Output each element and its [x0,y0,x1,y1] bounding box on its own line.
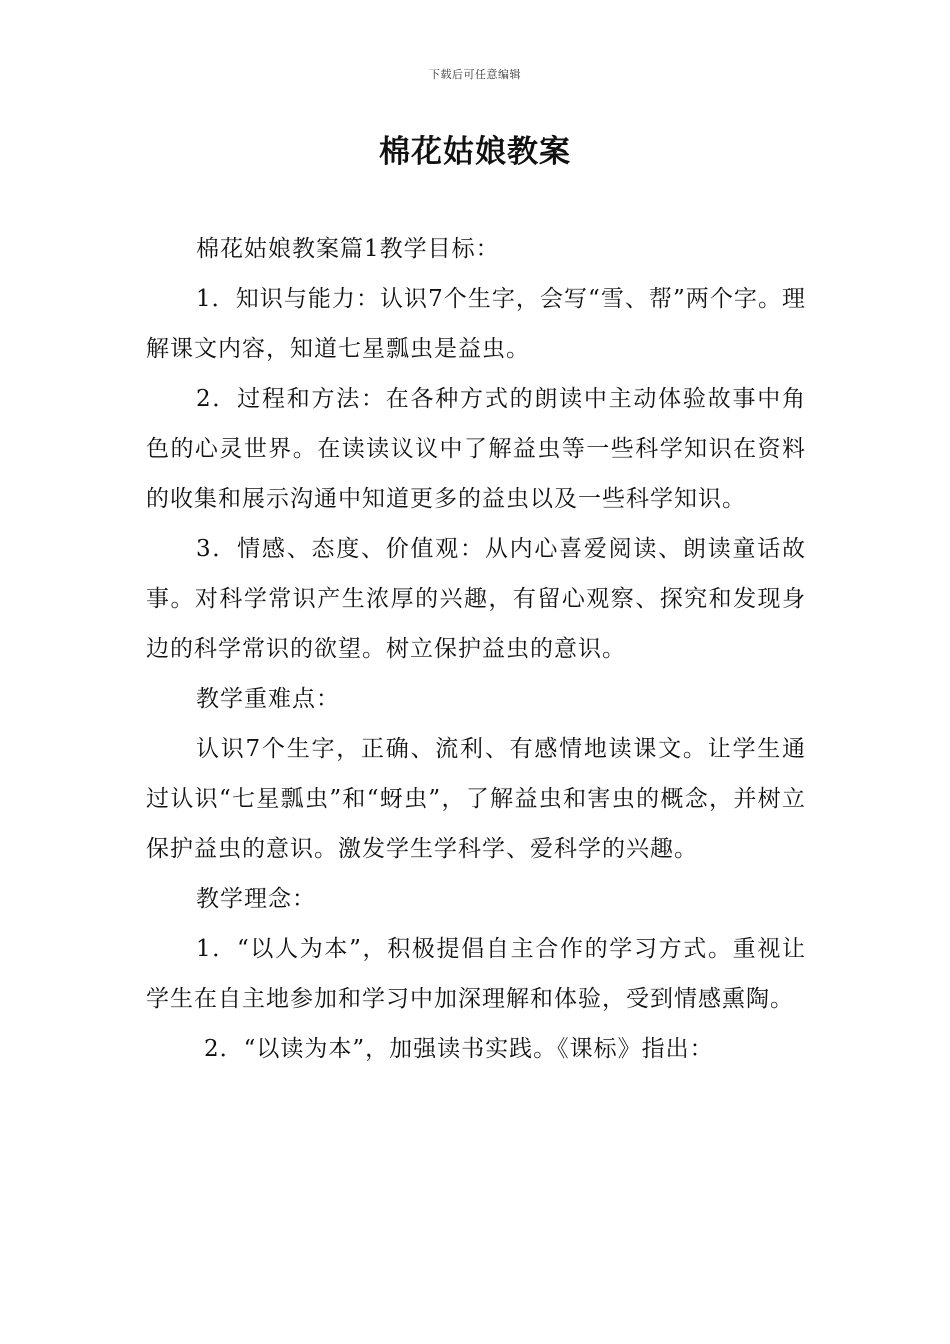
document-body [146,224,806,1074]
paragraph-objective-2: 2．过程和方法：在各种方式的朗读中主动体验故事中角色的心灵世界。在读读议议中了解益虫等一些科学知识在资料的收集和展示沟通中知道更多的益虫以及一些科学知识。 [146,386,806,512]
document-title: 棉花姑娘教案 [379,134,571,170]
paragraph-philosophy-1: 1．“以人为本”，积极提倡自主合作的学习方式。重视让学生在自主地参加和学习中加深理解和体验，受到情感熏陶。 [146,936,806,1012]
header-note: 下载后可任意编辑 [429,68,521,81]
paragraph-objective-1: 1．知识与能力：认识7个生字，会写“雪、帮”两个字。理解课文内容，知道七星瓢虫是益虫。 [146,286,806,362]
paragraph-key-points-heading: 教学重难点： [196,686,340,712]
paragraph-objective-3: 3．情感、态度、价值观：从内心喜爱阅读、朗读童话故事。对科学常识产生浓厚的兴趣，有留心观察、探究和发现身边的科学常识的欲望。树立保护益虫的意识。 [146,536,806,662]
paragraph-objectives-heading: 棉花姑娘教案篇1教学目标： [196,236,500,262]
paragraph-philosophy-heading: 教学理念： [196,886,316,912]
paragraph-key-points: 认识7个生字，正确、流利、有感情地读课文。让学生通过认识“七星瓢虫”和“蚜虫”，了解益虫和害虫的概念，并树立保护益虫的意识。激发学生学科学、爱科学的兴趣。 [146,736,806,862]
paragraph-philosophy-2: 2．“以读为本”，加强读书实践。《课标》指出： [204,1036,714,1062]
